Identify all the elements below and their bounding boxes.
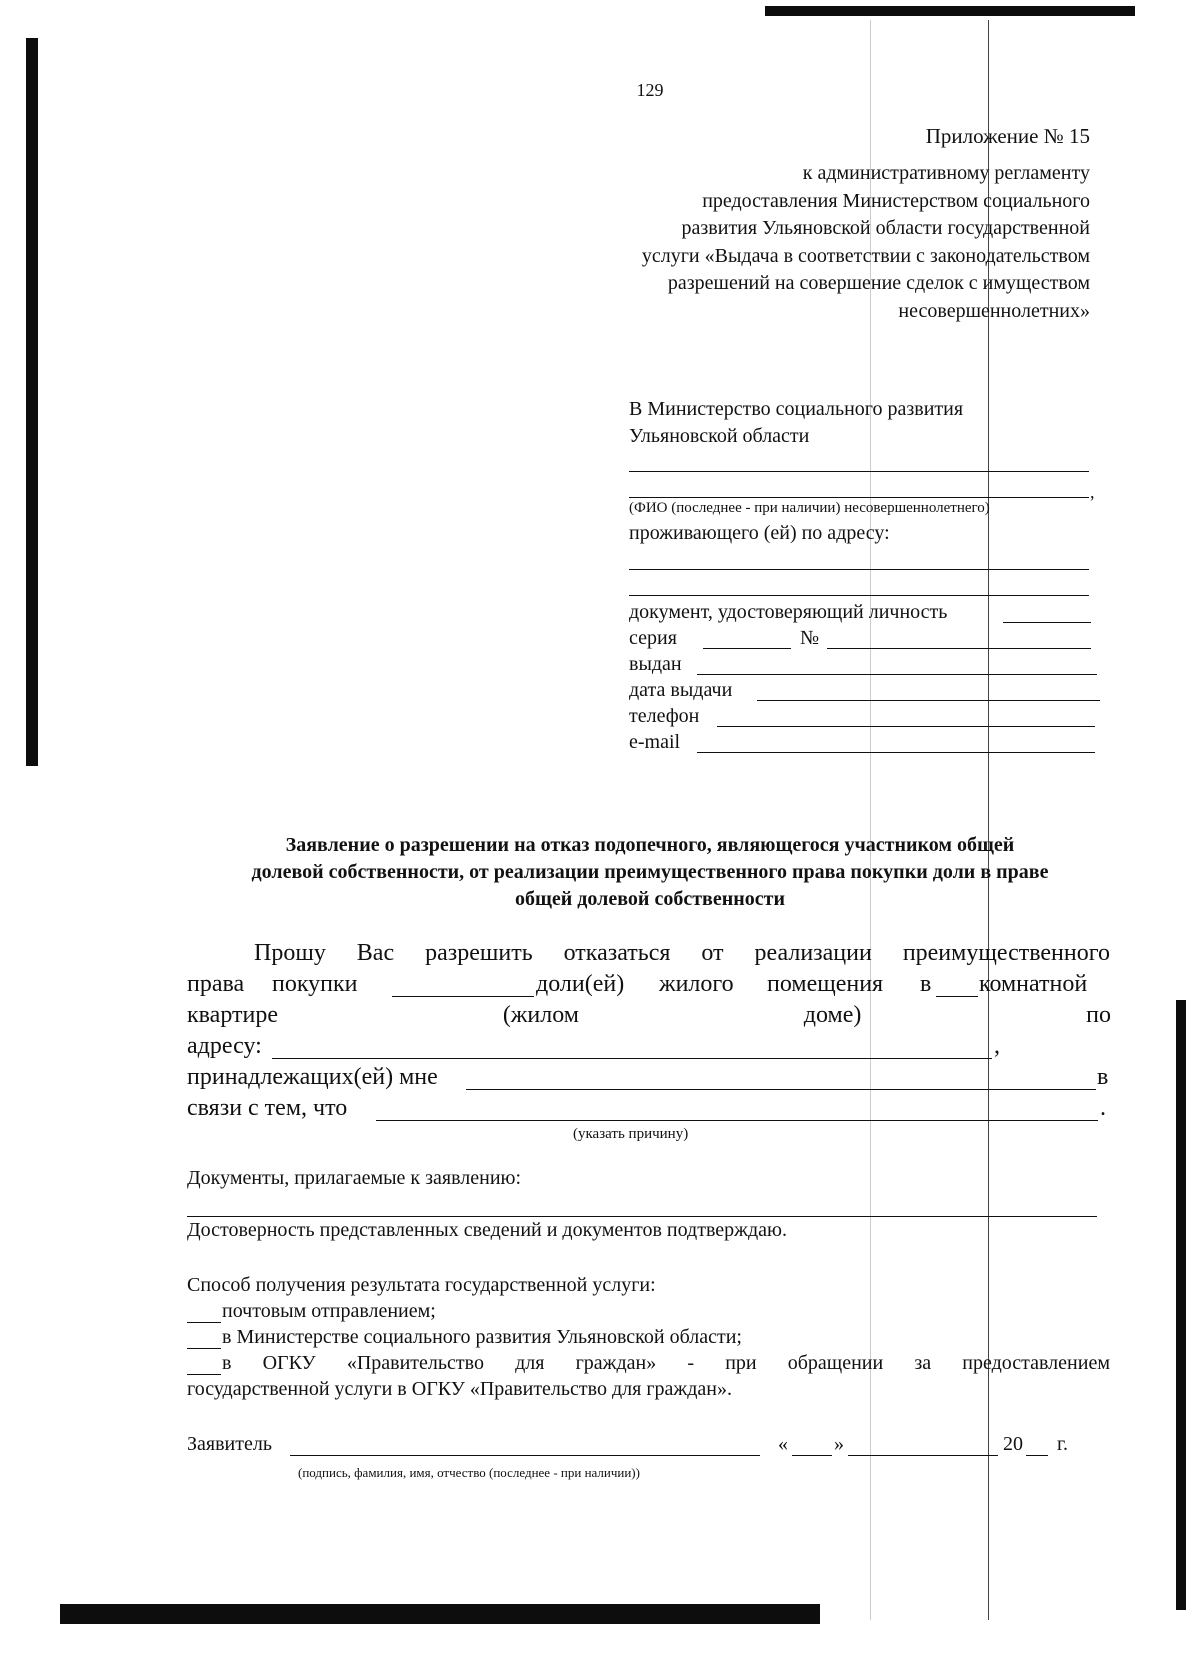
- quote-open: «: [778, 1433, 788, 1455]
- scan-edge-bottom: [60, 1604, 820, 1624]
- property-address-blank[interactable]: [272, 1058, 992, 1059]
- page-number: 129: [636, 80, 664, 100]
- comma: ,: [1090, 482, 1095, 502]
- request-word: в: [920, 971, 932, 997]
- comma: ,: [994, 1033, 1000, 1059]
- request-word: помещения: [767, 971, 884, 997]
- option-word: за: [914, 1352, 932, 1374]
- option-word: предоставлением: [962, 1352, 1110, 1374]
- documents-attached-label: Документы, прилагаемые к заявлению:: [187, 1167, 522, 1189]
- scan-edge-right: [1176, 1000, 1186, 1610]
- request-word: реализации: [754, 940, 872, 966]
- request-word: Вас: [356, 940, 395, 966]
- applicant-label: Заявитель: [187, 1433, 272, 1455]
- appendix-line: несовершеннолетних»: [898, 299, 1090, 322]
- residing-label: проживающего (ей) по адресу:: [629, 522, 890, 544]
- addressee-block: [629, 396, 963, 450]
- series-blank[interactable]: [703, 648, 791, 649]
- quote-close: »: [834, 1433, 844, 1455]
- appendix-line: разрешений на совершение сделок с имуществом: [667, 272, 1090, 294]
- period: .: [1100, 1095, 1106, 1121]
- issue-date-label: дата выдачи: [629, 679, 733, 701]
- id-document-blank[interactable]: [1003, 622, 1091, 623]
- share-blank[interactable]: [392, 996, 534, 997]
- option-checkbox-ministry[interactable]: [187, 1348, 221, 1349]
- heading-line-3: общей долевой собственности: [515, 888, 785, 910]
- documents-blank[interactable]: [187, 1216, 1097, 1217]
- issued-blank[interactable]: [697, 674, 1097, 675]
- fio-blank-1[interactable]: [629, 471, 1089, 472]
- day-blank[interactable]: [792, 1455, 832, 1456]
- address-blank-2[interactable]: [629, 595, 1089, 596]
- issue-date-blank[interactable]: [757, 700, 1100, 701]
- option-word: при: [725, 1352, 757, 1374]
- request-word: жилого: [659, 971, 734, 997]
- request-word: по: [1086, 1002, 1111, 1028]
- request-word: отказаться: [563, 940, 671, 966]
- option-word: -: [687, 1352, 695, 1374]
- fio-caption: (ФИО (последнее - при наличии) несовершеннолетнего): [629, 500, 990, 516]
- delivery-option-ogku: [222, 1352, 1110, 1375]
- series-label: серия: [629, 627, 677, 649]
- delivery-option-ogku-line-2: государственной услуги в ОГКУ «Правительство для граждан».: [187, 1378, 732, 1400]
- request-word: в: [1097, 1064, 1109, 1090]
- reason-blank[interactable]: [376, 1120, 1098, 1121]
- document-heading: [160, 832, 1140, 913]
- request-word: разрешить: [425, 940, 533, 966]
- request-word: комнатной: [979, 971, 1088, 997]
- address-blank-1[interactable]: [629, 569, 1089, 570]
- option-checkbox-mail[interactable]: [187, 1322, 221, 1323]
- request-word: доме): [803, 1002, 862, 1028]
- appendix-title: Приложение № 15: [925, 124, 1090, 148]
- request-word: доли(ей): [536, 971, 625, 997]
- appendix-line: предоставления Министерством социального: [702, 189, 1090, 212]
- number-label: №: [800, 627, 820, 649]
- request-line-3: [187, 1002, 1111, 1029]
- option-word: обращении: [787, 1352, 884, 1374]
- scan-edge-left: [26, 38, 38, 766]
- request-word: Прошу: [254, 940, 326, 966]
- addressee-line-1: В Министерство социального развития: [629, 398, 964, 420]
- signature-blank[interactable]: [290, 1455, 760, 1456]
- option-word: «Правительство: [346, 1352, 484, 1374]
- confirmation-text: Достоверность представленных сведений и документов подтверждаю.: [187, 1219, 787, 1241]
- request-word: (жилом: [502, 1002, 579, 1028]
- year-suffix: г.: [1057, 1433, 1068, 1455]
- phone-label: телефон: [629, 705, 700, 727]
- option-word: ОГКУ: [262, 1352, 316, 1374]
- addressee-line-2: Ульяновской области: [629, 425, 810, 447]
- request-line-1: [254, 940, 1110, 967]
- option-checkbox-ogku[interactable]: [187, 1374, 221, 1375]
- reason-caption: (указать причину): [573, 1126, 689, 1142]
- belonging-label: принадлежащих(ей) мне: [187, 1064, 438, 1090]
- delivery-title: Способ получения результата государственной услуги:: [187, 1274, 656, 1296]
- email-label: e-mail: [629, 731, 681, 753]
- email-blank[interactable]: [697, 752, 1095, 753]
- request-word: покупки: [272, 971, 358, 997]
- signature-caption: (подпись, фамилия, имя, отчество (последнее - при наличии)): [298, 1465, 640, 1480]
- option-word: для: [515, 1352, 545, 1374]
- number-blank[interactable]: [827, 648, 1091, 649]
- request-word: преимущественного: [902, 940, 1110, 966]
- heading-line-2: долевой собственности, от реализации преимущественного права покупки доли в праве: [251, 861, 1049, 883]
- request-word: от: [701, 940, 724, 966]
- appendix-description: [642, 160, 1090, 325]
- appendix-line: развития Ульяновской области государственной: [681, 217, 1090, 239]
- reason-label: связи с тем, что: [187, 1095, 348, 1121]
- request-word: квартире: [187, 1002, 278, 1028]
- issued-label: выдан: [629, 653, 682, 675]
- heading-line-1: Заявление о разрешении на отказ подопечного, являющегося участником общей: [285, 834, 1015, 856]
- scan-edge-top: [765, 6, 1135, 16]
- address-label: адресу:: [187, 1033, 262, 1059]
- delivery-option-mail: почтовым отправлением;: [222, 1300, 436, 1322]
- year-prefix: 20: [1003, 1433, 1023, 1455]
- option-word: в: [222, 1352, 232, 1374]
- phone-blank[interactable]: [717, 726, 1095, 727]
- delivery-option-ministry: в Министерстве социального развития Ульяновской области;: [222, 1326, 742, 1348]
- rooms-blank[interactable]: [936, 996, 978, 997]
- year-blank[interactable]: [1026, 1455, 1048, 1456]
- option-word: граждан»: [575, 1352, 657, 1374]
- appendix-line: услуги «Выдача в соответствии с законодательством: [641, 244, 1090, 267]
- appendix-line: к административному регламенту: [802, 162, 1090, 184]
- request-word: права: [187, 971, 245, 997]
- belonging-blank[interactable]: [466, 1089, 1096, 1090]
- id-document-label: документ, удостоверяющий личность: [629, 601, 948, 623]
- fio-blank-2[interactable]: [629, 497, 1089, 498]
- month-blank[interactable]: [848, 1455, 998, 1456]
